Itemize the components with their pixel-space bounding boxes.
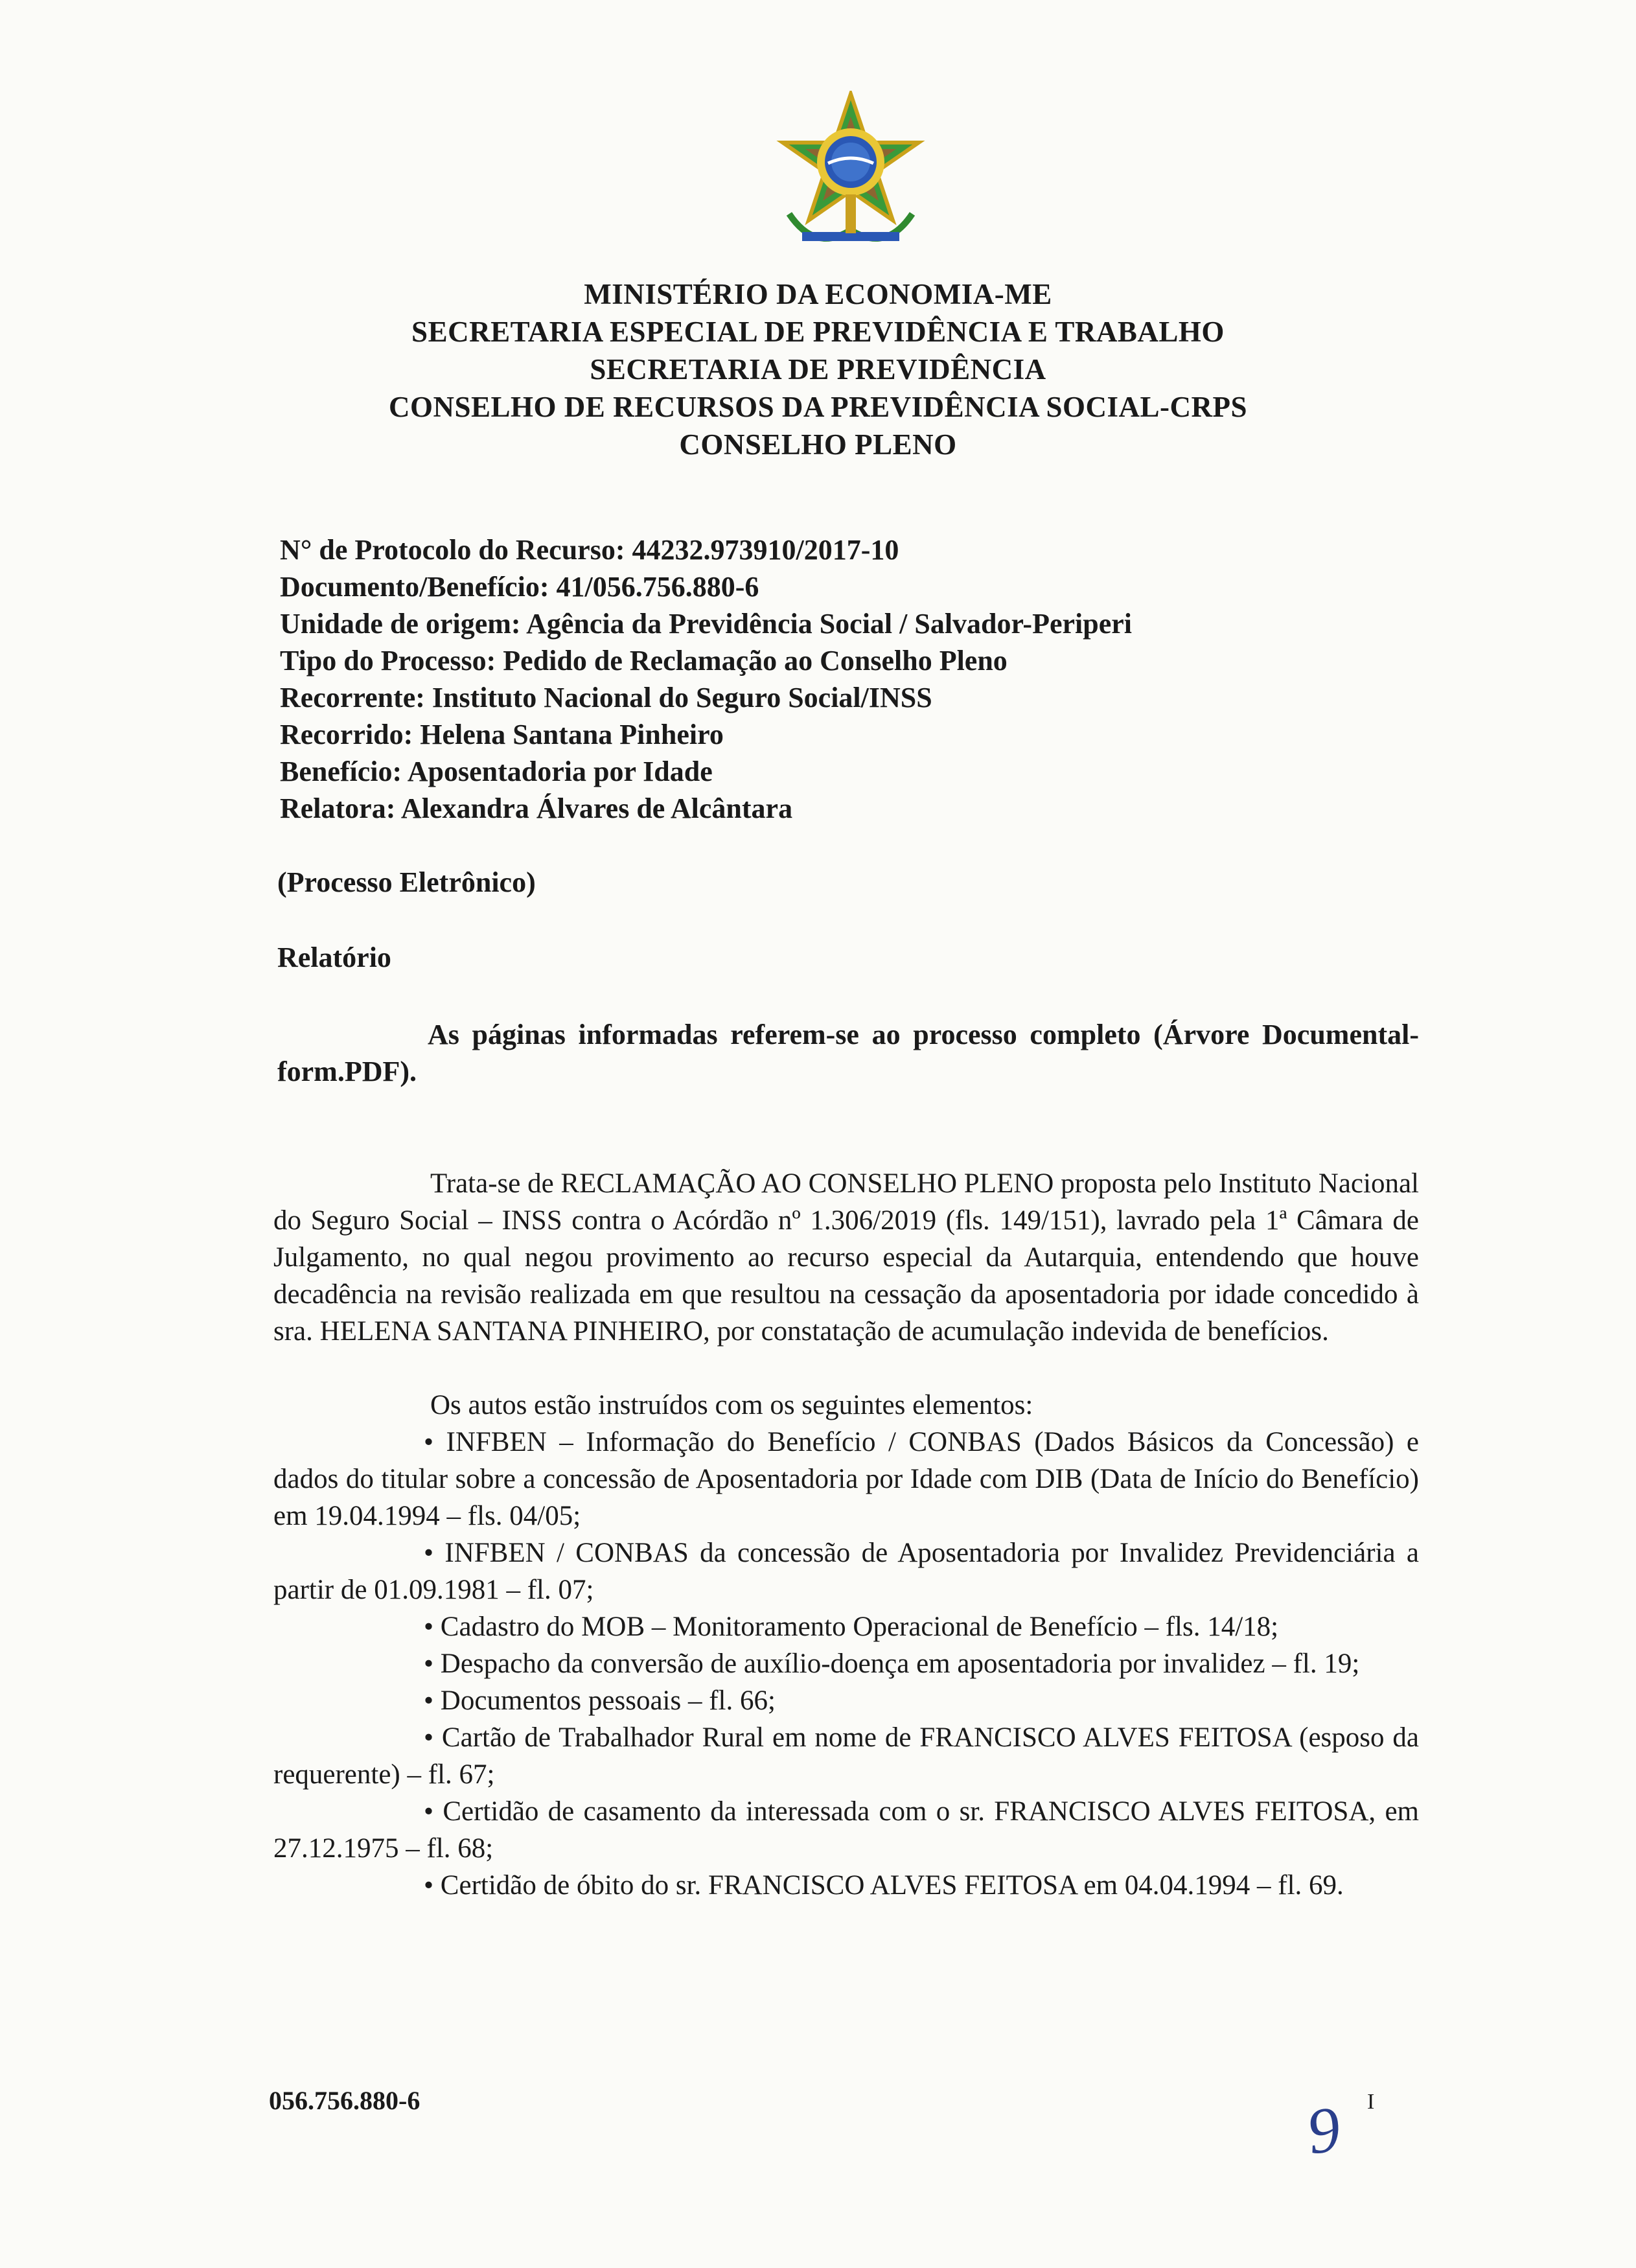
list-item: • Certidão de casamento da interessada com o sr. FRANCISCO ALVES FEITOSA, em 27.12.1975 – fl. 68; xyxy=(273,1796,1419,1864)
header-council: CONSELHO DE RECURSOS DA PREVIDÊNCIA SOCIAL-CRPS xyxy=(389,391,1247,423)
footer-benefit-number: 056.756.880-6 xyxy=(269,2086,421,2115)
appellee: Recorrido: Helena Santana Pinheiro xyxy=(280,719,724,750)
list-item: • Cartão de Trabalhador Rural em nome de FRANCISCO ALVES FEITOSA (esposo da requerente) – fl. 67; xyxy=(273,1722,1419,1790)
electronic-process-label: (Processo Eletrônico) xyxy=(277,866,536,898)
rapporteur: Relatora: Alexandra Álvares de Alcântara xyxy=(280,793,793,824)
header-plenary: CONSELHO PLENO xyxy=(679,428,957,461)
document-header xyxy=(0,275,1636,463)
page-mark: I xyxy=(1367,2090,1375,2114)
list-item: • INFBEN – Informação do Benefício / CONBAS (Dados Básicos da Concessão) e dados do titular sobre a concessão de Aposentadoria por Idade com DIB (Data de Início do Benefício) em 19.04.1994 – fls. 04/05; xyxy=(273,1427,1419,1531)
paragraph-2: Os autos estão instruídos com os seguintes elementos: xyxy=(430,1390,1033,1420)
report-body xyxy=(273,1165,1419,1904)
paragraph-1: Trata-se de RECLAMAÇÃO AO CONSELHO PLENO proposta pelo Instituto Nacional do Seguro Social – INSS contra o Acórdão nº 1.306/2019 (fls. 149/151), lavrado pela 1ª Câmara de Julgamento, no qual negou provimento ao recurso especial da Autarquia, entendendo que houve decadência na revisão realizada em que resultou na cessação da aposentadoria por idade concedido à sra. HELENA SANTANA PINHEIRO, por constatação de acumulação indevida de benefícios. xyxy=(273,1168,1419,1347)
list-item: • INFBEN / CONBAS da concessão de Aposentadoria por Invalidez Previdenciária a partir de 01.09.1981 – fl. 07; xyxy=(273,1538,1419,1605)
header-ministry: MINISTÉRIO DA ECONOMIA-ME xyxy=(584,278,1052,310)
intro-note: As páginas informadas referem-se ao processo completo (Árvore Documental-form.PDF). xyxy=(277,1019,1419,1087)
header-special-secretariat: SECRETARIA ESPECIAL DE PREVIDÊNCIA E TRABALHO xyxy=(411,316,1225,348)
case-metadata xyxy=(280,531,1132,827)
list-item: • Despacho da conversão de auxílio-doença em aposentadoria por invalidez – fl. 19; xyxy=(424,1649,1360,1679)
origin-unit: Unidade de origem: Agência da Previdência Social / Salvador-Periperi xyxy=(280,608,1132,640)
section-title: Relatório xyxy=(277,942,391,973)
list-item: • Cadastro do MOB – Monitoramento Operacional de Benefício – fls. 14/18; xyxy=(424,1612,1279,1642)
list-item: • Documentos pessoais – fl. 66; xyxy=(424,1685,776,1716)
brazil-coat-of-arms-icon xyxy=(763,91,938,262)
benefit: Benefício: Aposentadoria por Idade xyxy=(280,756,713,787)
handwritten-page-number: 9 xyxy=(1302,2092,1345,2168)
header-secretariat: SECRETARIA DE PREVIDÊNCIA xyxy=(590,353,1046,386)
protocol-number: N° de Protocolo do Recurso: 44232.973910/2017-10 xyxy=(280,534,899,566)
process-type: Tipo do Processo: Pedido de Reclamação ao Conselho Pleno xyxy=(280,645,1008,677)
appellant: Recorrente: Instituto Nacional do Seguro Social/INSS xyxy=(280,682,932,713)
list-item: • Certidão de óbito do sr. FRANCISCO ALVES FEITOSA em 04.04.1994 – fl. 69. xyxy=(424,1870,1344,1901)
benefit-document: Documento/Benefício: 41/056.756.880-6 xyxy=(280,571,759,603)
